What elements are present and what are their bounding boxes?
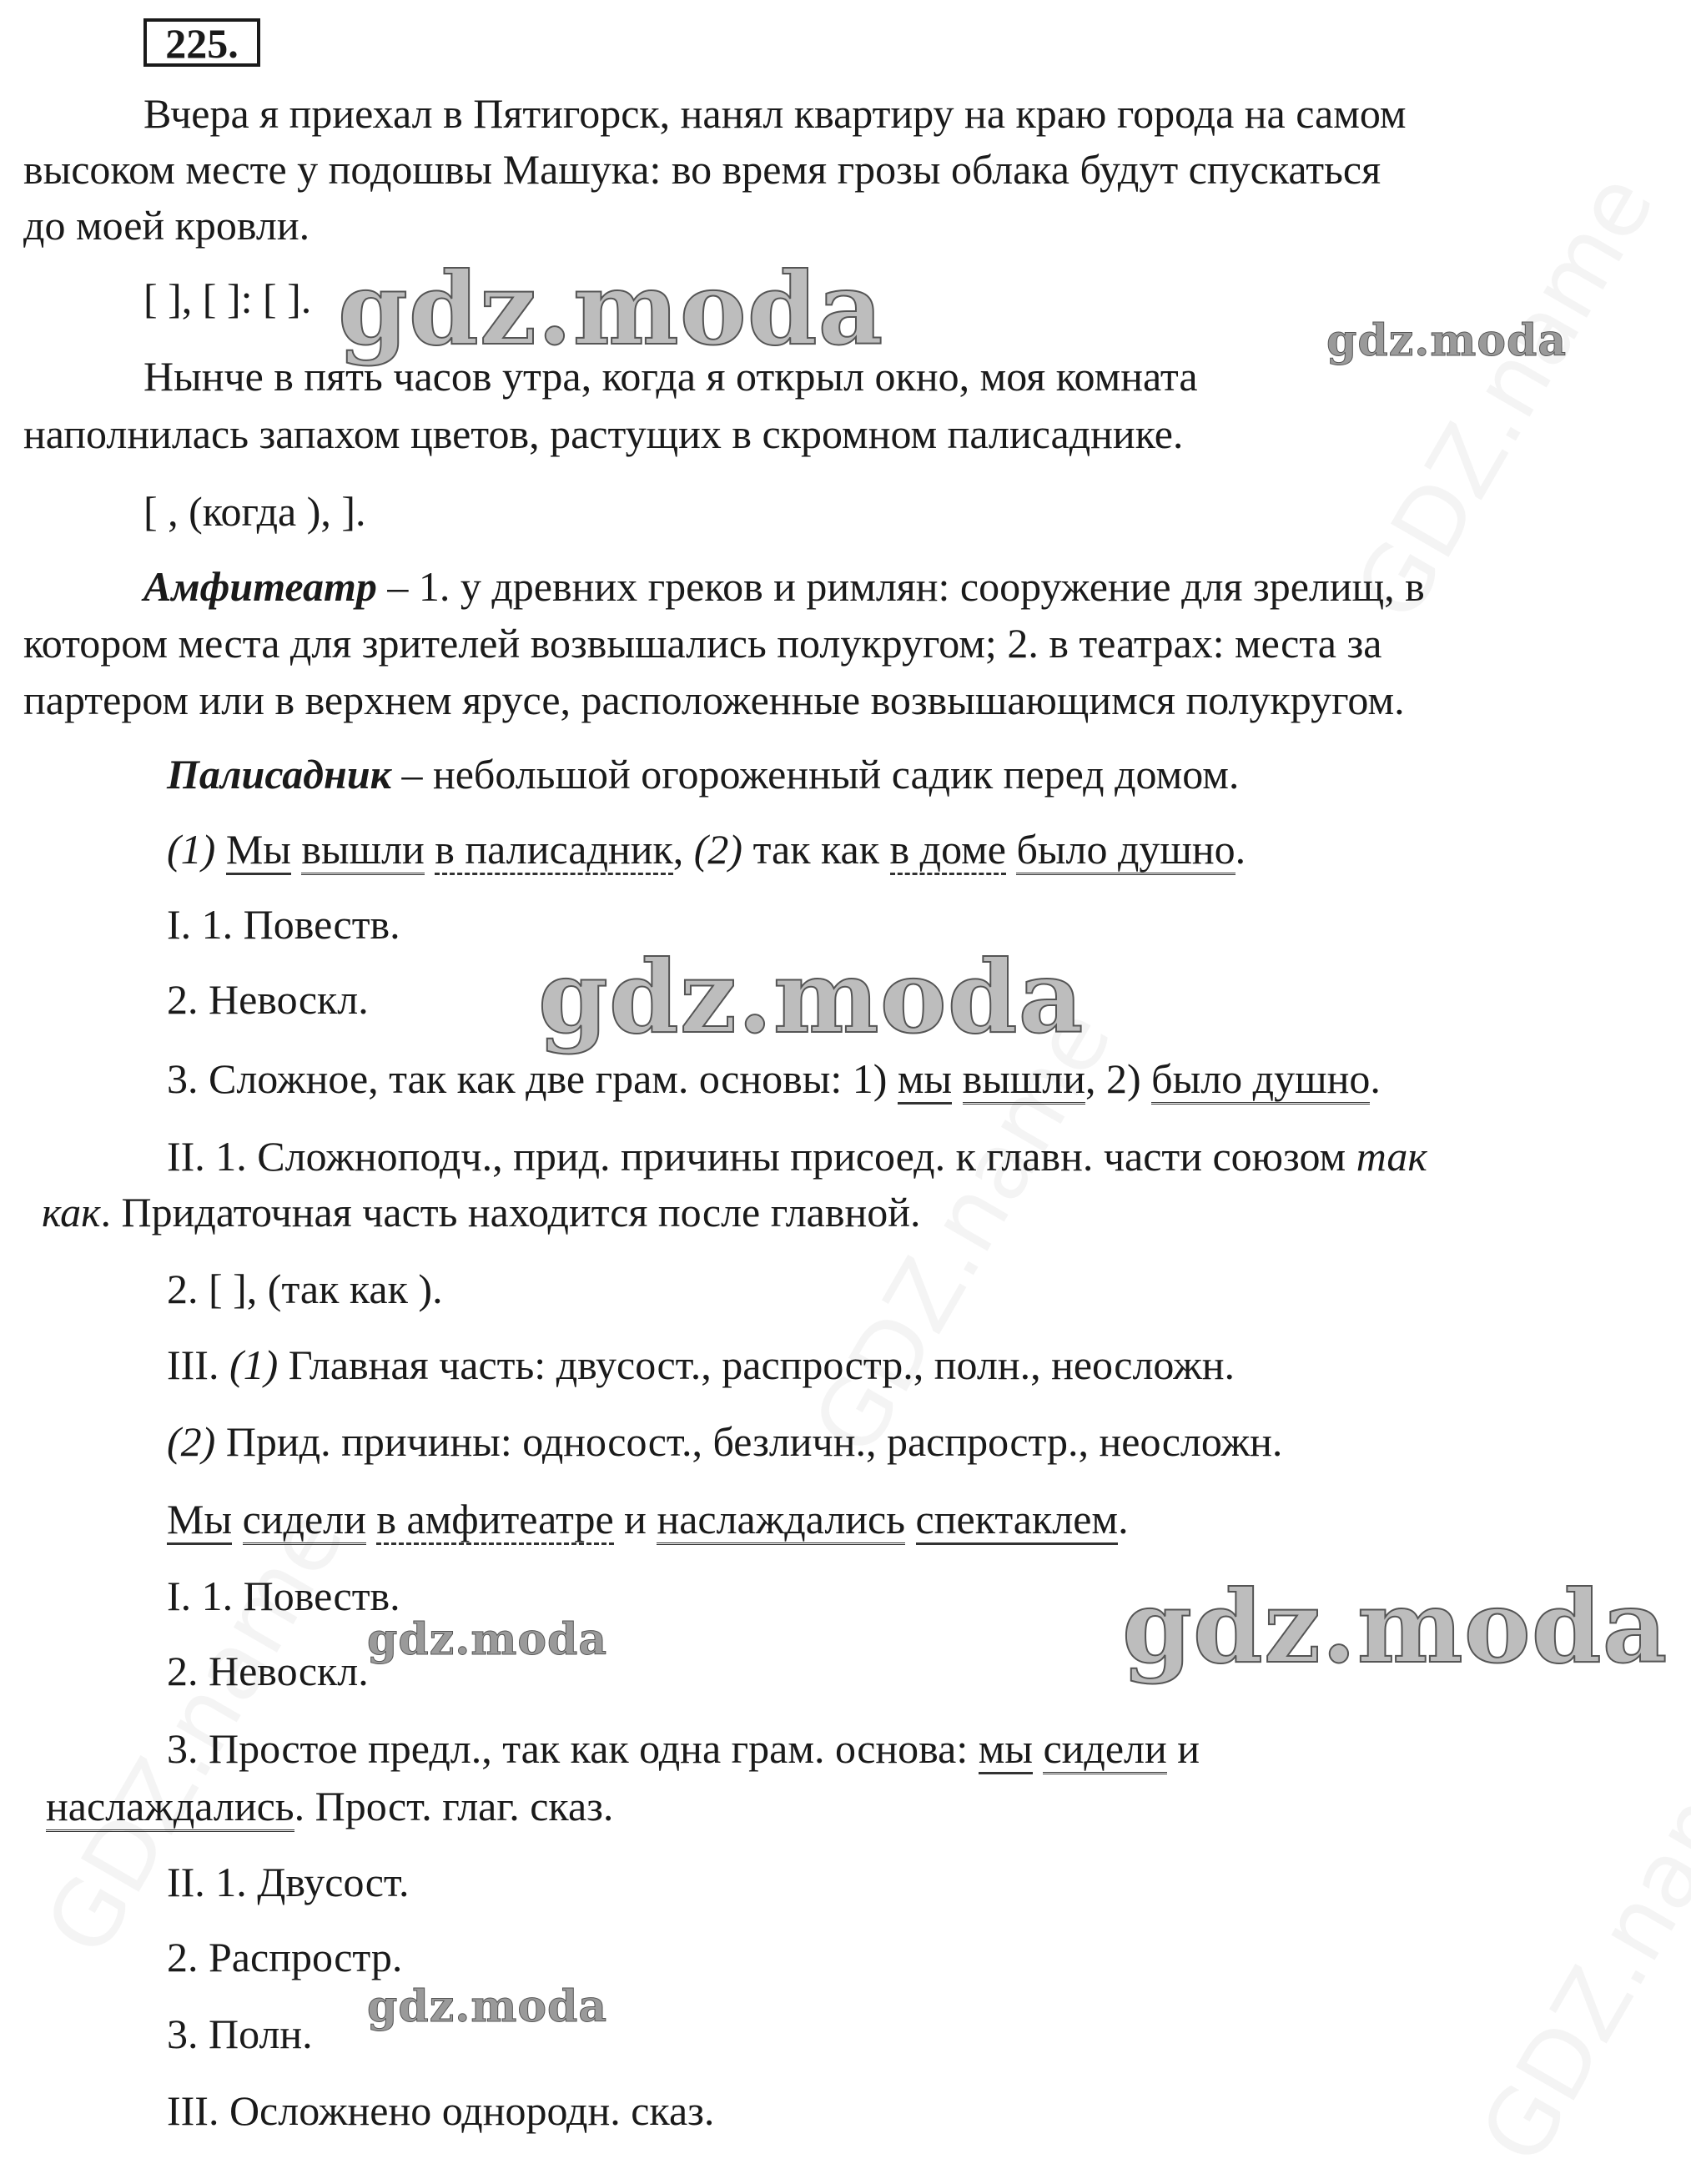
- background-watermark: [1460, 1699, 1691, 2181]
- predicate: наслаждались: [657, 1496, 905, 1545]
- adverbial: в палисадник: [435, 826, 672, 875]
- clause-number: (2): [167, 1418, 216, 1465]
- clause-number: (1): [229, 1341, 279, 1388]
- punctuation: .: [1370, 1055, 1381, 1102]
- analysed-sentence-2: [167, 1492, 1129, 1547]
- analysis-text: . Прост. глаг. сказ.: [294, 1783, 614, 1829]
- paragraph-line: Нынче в пять часов утра, когда я открыл окно, моя комната: [143, 353, 1198, 400]
- predicate: вышли: [301, 826, 424, 875]
- sentence-scheme: [ , (когда ), ].: [143, 488, 366, 535]
- definition-term: Амфитеатр: [143, 563, 377, 610]
- adverbial: в доме: [890, 826, 1006, 875]
- punctuation: ,: [672, 826, 684, 873]
- paragraph-line: высоком месте у подошвы Машука: во время грозы облака будут спускаться: [23, 146, 1381, 193]
- sentence-scheme: 2. [ ], (так как ).: [167, 1266, 443, 1312]
- analysis-line: [46, 1779, 613, 1834]
- analysis-text: 3. Простое предл., так как одна грам. основа:: [167, 1725, 979, 1772]
- punctuation: .: [1235, 826, 1246, 873]
- analysed-sentence-1: [167, 822, 1246, 877]
- analysis-line: 2. Невоскл.: [167, 1648, 369, 1694]
- adverbial: в амфитеатре: [376, 1496, 613, 1545]
- definition-amphitheatre: [143, 559, 1425, 614]
- conjunction: и: [624, 1496, 647, 1542]
- analysis-line: 3. Полн.: [167, 2010, 313, 2057]
- predicate: было душно: [1151, 1055, 1370, 1105]
- watermark-logo: gdz.moda: [538, 939, 1085, 1056]
- conjunction: так: [1356, 1133, 1427, 1180]
- watermark-logo: gdz.moda: [367, 1614, 608, 1665]
- definition-term: Палисадник: [167, 751, 391, 798]
- analysis-line: I. 1. Повеств.: [167, 901, 400, 948]
- analysis-line: [167, 1721, 1200, 1776]
- analysis-line: 2. Распростр.: [167, 1934, 403, 1980]
- analysis-text: . Придаточная часть находится после главной.: [100, 1189, 921, 1235]
- analysis-line: I. 1. Повеств.: [167, 1573, 400, 1619]
- paragraph-line: наполнилась запахом цветов, растущих в скромном палисаднике.: [23, 410, 1184, 457]
- analysis-text: 3. Сложное, так как две грам. основы: 1): [167, 1055, 898, 1102]
- predicate: сидели: [1043, 1725, 1166, 1774]
- exercise-number: 225.: [143, 18, 260, 67]
- clause-number: (1): [167, 826, 216, 873]
- watermark-logo: gdz.moda: [338, 250, 884, 368]
- paragraph-line: до моей кровли.: [23, 202, 310, 249]
- subject: Мы: [167, 1496, 232, 1545]
- watermark-logo: gdz.moda: [1326, 315, 1568, 366]
- definition-palisade: [167, 747, 1239, 802]
- definition-line: партером или в верхнем ярусе, расположенные возвышающимся полукругом.: [23, 677, 1405, 723]
- paragraph-line: Вчера я приехал в Пятигорск, нанял квартиру на краю города на самом: [143, 90, 1407, 137]
- analysis-text: II. 1. Сложноподч., прид. причины присоед. к главн. части союзом: [167, 1133, 1346, 1180]
- predicate: было душно: [1016, 826, 1235, 875]
- analysis-line: II. 1. Двусост.: [167, 1859, 410, 1905]
- analysis-line: III. Осложнено однородн. сказ.: [167, 2087, 715, 2134]
- analysis-line: [167, 1051, 1381, 1106]
- analysis-line: [42, 1185, 920, 1240]
- subject: мы: [979, 1725, 1033, 1774]
- object: спектаклем: [916, 1496, 1119, 1545]
- sentence-scheme: [ ], [ ]: [ ].: [143, 275, 312, 322]
- predicate: вышли: [963, 1055, 1085, 1105]
- subject: Мы: [226, 826, 291, 875]
- conjunction: так как: [752, 826, 880, 873]
- analysis-text: Прид. причины: односост., безличн., распростр., неосложн.: [215, 1418, 1283, 1465]
- clause-number: (2): [693, 826, 743, 873]
- definition-line: котором места для зрителей возвышались полукругом; 2. в театрах: места за: [23, 620, 1382, 667]
- analysis-text: III.: [167, 1341, 229, 1388]
- subject: мы: [898, 1055, 952, 1105]
- punctuation: .: [1118, 1496, 1129, 1542]
- definition-text: – небольшой огороженный садик перед домом.: [390, 751, 1240, 798]
- predicate: наслаждались: [46, 1783, 294, 1832]
- conjunction: и: [1166, 1725, 1200, 1772]
- watermark-logo: gdz.moda: [367, 1981, 608, 2032]
- analysis-text: Главная часть: двусост., распростр., полн., неосложн.: [278, 1341, 1235, 1388]
- conjunction: как: [42, 1189, 101, 1235]
- predicate: сидели: [243, 1496, 366, 1545]
- analysis-line: 2. Невоскл.: [167, 976, 369, 1023]
- analysis-line: [167, 1414, 1282, 1469]
- analysis-text: , 2): [1085, 1055, 1152, 1102]
- analysis-line: [167, 1129, 1427, 1184]
- definition-text: – 1. у древних греков и римлян: сооружение для зрелищ, в: [376, 563, 1425, 610]
- analysis-line: [167, 1337, 1235, 1392]
- watermark-logo: gdz.moda: [1122, 1568, 1668, 1686]
